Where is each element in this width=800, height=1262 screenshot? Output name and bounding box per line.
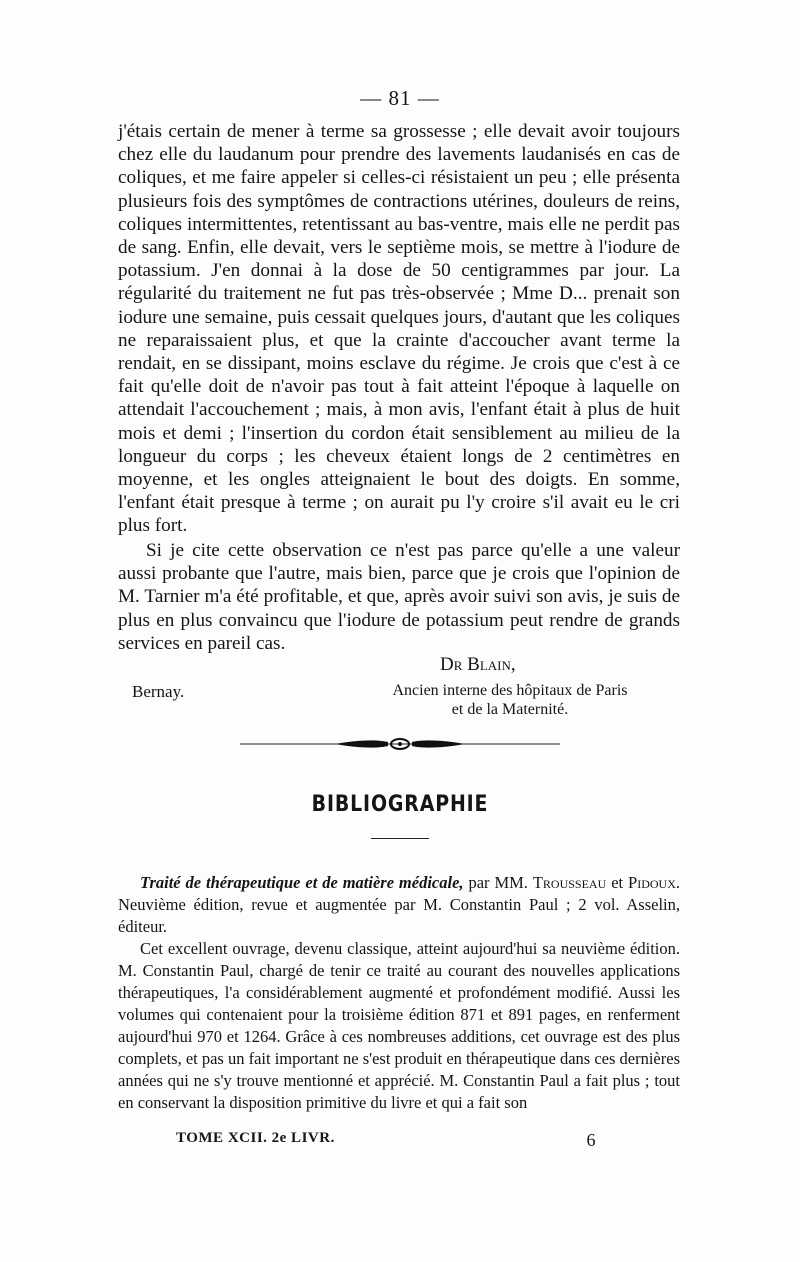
page-footer xyxy=(176,1130,596,1150)
volume-info: TOME XCII. 2e LIVR. xyxy=(176,1130,335,1146)
author-2: Pidoux xyxy=(628,873,676,892)
author-join: et xyxy=(606,873,629,892)
affiliation-line-1: Ancien interne des hôpitaux de Paris xyxy=(392,682,628,699)
author-1: Trousseau xyxy=(532,873,607,892)
author-location: Bernay. xyxy=(132,682,185,701)
authors-intro: par MM. xyxy=(463,873,533,892)
title-underline xyxy=(371,838,429,839)
bibliography-entry xyxy=(118,872,680,1114)
book-reference xyxy=(118,872,680,938)
book-review: Cet excellent ouvrage, devenu classique, atteint aujourd'hui sa neuvième édition. M. Constantin Paul, chargé de tenir ce traité au courant des nouvelles applications thérapeutiques, l'a considérablement augmenté et profondément modifié. Aussi les volumes qui contenaient pour la troisième édition 871 et 891 pages, en renferment aujourd'hui 970 et 1264. Grâce à ces nombreuses additions, cet ouvrage est des plus complets, et pas un fait important ne s'est produit en thérapeutique dans ces dernières années qui ne s'y trouve mentionné et apprécié. M. Constantin Paul a fait plus ; tout en conservant la disposition primitive du livre et qui a fait son xyxy=(118,939,680,1112)
section-title: BIBLIOGRAPHIE xyxy=(311,792,489,817)
paragraph-conclusion: Si je cite cette observation ce n'est pas parce qu'elle a une valeur aussi probante que l'autre, mais bien, parce que je crois que l'opinion de M. Tarnier m'a été profitable, et que, après avoir suivi son avis, je suis de plus en plus convaincu que l'iodure de potassium peut rendre de grands services en pareil cas. xyxy=(118,540,680,654)
paragraph-observation: j'étais certain de mener à terme sa grossesse ; elle devait avoir toujours chez elle du laudanum pour prendre des lavements laudanisés en cas de coliques, et me faire appeler si celles-ci résistaient un peu ; elle présenta plusieurs fois des symptômes de contractions utérines, douleurs de reins, coliques intermittentes, retentissant au bas-ventre, mais elle ne perdit pas de sang. Enfin, elle devait, vers le septième mois, se mettre à l'iodure de potassium. J'en donnai à la dose de 50 centigrammes par jour. La régularité du traitement ne fut pas très-observée ; Mme D... prenait son iodure une semaine, puis cessait quelques jours, d'autant que les coliques ne reparaissaient plus, et que la crainte d'accoucher avant terme la rendait, en se dissipant, moins esclave du régime. Je crois que c'est à ce fait qu'elle doit de n'avoir pas tout à fait atteint l'époque à laquelle on attendait l'accouchement ; mais, à mon avis, l'enfant était à plus de huit mois et demi ; l'insertion du cordon était sensiblement au milieu de la longueur du corps ; les cheveux étaient longs de 2 centimètres en moyenne, et les ongles atteignaient le bout des doigts. En somme, l'enfant était presque à terme ; on aurait pu l'y croire s'il avait eu le cri plus fort. xyxy=(118,121,680,537)
edition-info: . Neuvième édition, revue et augmentée par M. Constantin Paul ; 2 vol. Asselin, éditeur. xyxy=(118,873,680,936)
book-title: Traité de thérapeutique et de matière médicale, xyxy=(140,873,464,892)
affiliation-line-2: et de la Maternité. xyxy=(451,701,569,718)
page-number: — 81 — xyxy=(360,86,440,110)
ornamental-divider-icon xyxy=(240,730,560,758)
sheet-number: 6 xyxy=(586,1130,596,1150)
author-affiliation xyxy=(360,681,660,719)
author-signature: Dr Blain, xyxy=(440,654,516,675)
